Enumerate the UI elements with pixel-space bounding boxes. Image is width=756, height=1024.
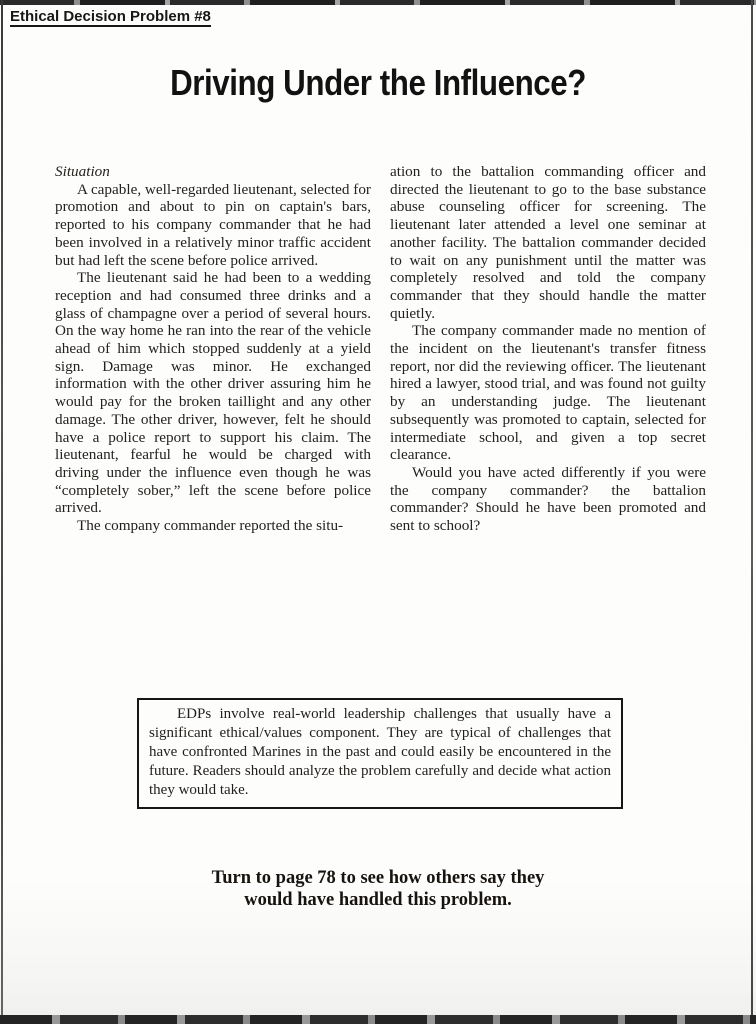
scan-border-top: [0, 0, 756, 5]
article-body: [55, 163, 707, 535]
footer-line-2: would have handled this problem.: [244, 889, 512, 910]
footer-instruction: [0, 868, 756, 911]
paragraph: The lieutenant said he had been to a wedding reception and had consumed three drinks and a glass of champagne over a period of several hours. On the way home he ran into the rear of the vehicle ahead of him which stopped suddenly at a yield sign. Damage was minor. He exchanged information with the other driver assuring him he would pay for the broken taillight and any other damage. The other driver, however, felt he should have a police report to support his claim. The lieutenant, fearful he would be charged with driving under the influence even though he was “completely sober,” left the scene before police arrived.: [55, 269, 371, 517]
paragraph: The company commander reported the situ-: [77, 517, 344, 535]
left-column: [55, 163, 371, 535]
page-title: Driving Under the Influence?: [170, 62, 586, 103]
edp-note-text: EDPs involve real-world leadership challenges that usually have a significant ethical/values component. They are typical of challenges that have confronted Marines in the past and could easily be encountered in the future. Readers should analyze the problem carefully and decide what action they would take.: [149, 706, 611, 798]
edp-note-box: [137, 698, 623, 809]
title-wrap: [0, 62, 756, 104]
page-header-label: Ethical Decision Problem #8: [10, 8, 211, 25]
paragraph: The company commander made no mention of the incident on the lieutenant's transfer fitness report, nor did the reviewing officer. The lieutenant hired a lawyer, stood trial, and was found not guilty by an understanding judge. The lieutenant subsequently was promoted to captain, selected for intermediate school, and given a top secret clearance.: [390, 322, 706, 464]
scan-border-bottom: [0, 1015, 756, 1024]
section-heading: Situation: [55, 163, 110, 180]
paragraph: ation to the battalion commanding officer and directed the lieutenant to go to the base substance abuse counseling officer for screening. The lieutenant later attended a level one seminar at another facility. The battalion commander decided to wait on any punishment until the matter was completely resolved and told the company commander that they should handle the matter quietly.: [390, 163, 706, 322]
footer-line-1: Turn to page 78 to see how others say they: [211, 868, 545, 888]
page-header: [10, 8, 211, 27]
right-column: [390, 163, 706, 535]
paragraph: A capable, well-regarded lieutenant, selected for promotion and about to pin on captain's bars, reported to his company commander that he had been involved in a relatively minor traffic accident but had left the scene before police arrived.: [55, 180, 371, 269]
paragraph: Would you have acted differently if you were the company commander? the battalion commander? Should he have been promoted and sent to school?: [390, 463, 706, 535]
